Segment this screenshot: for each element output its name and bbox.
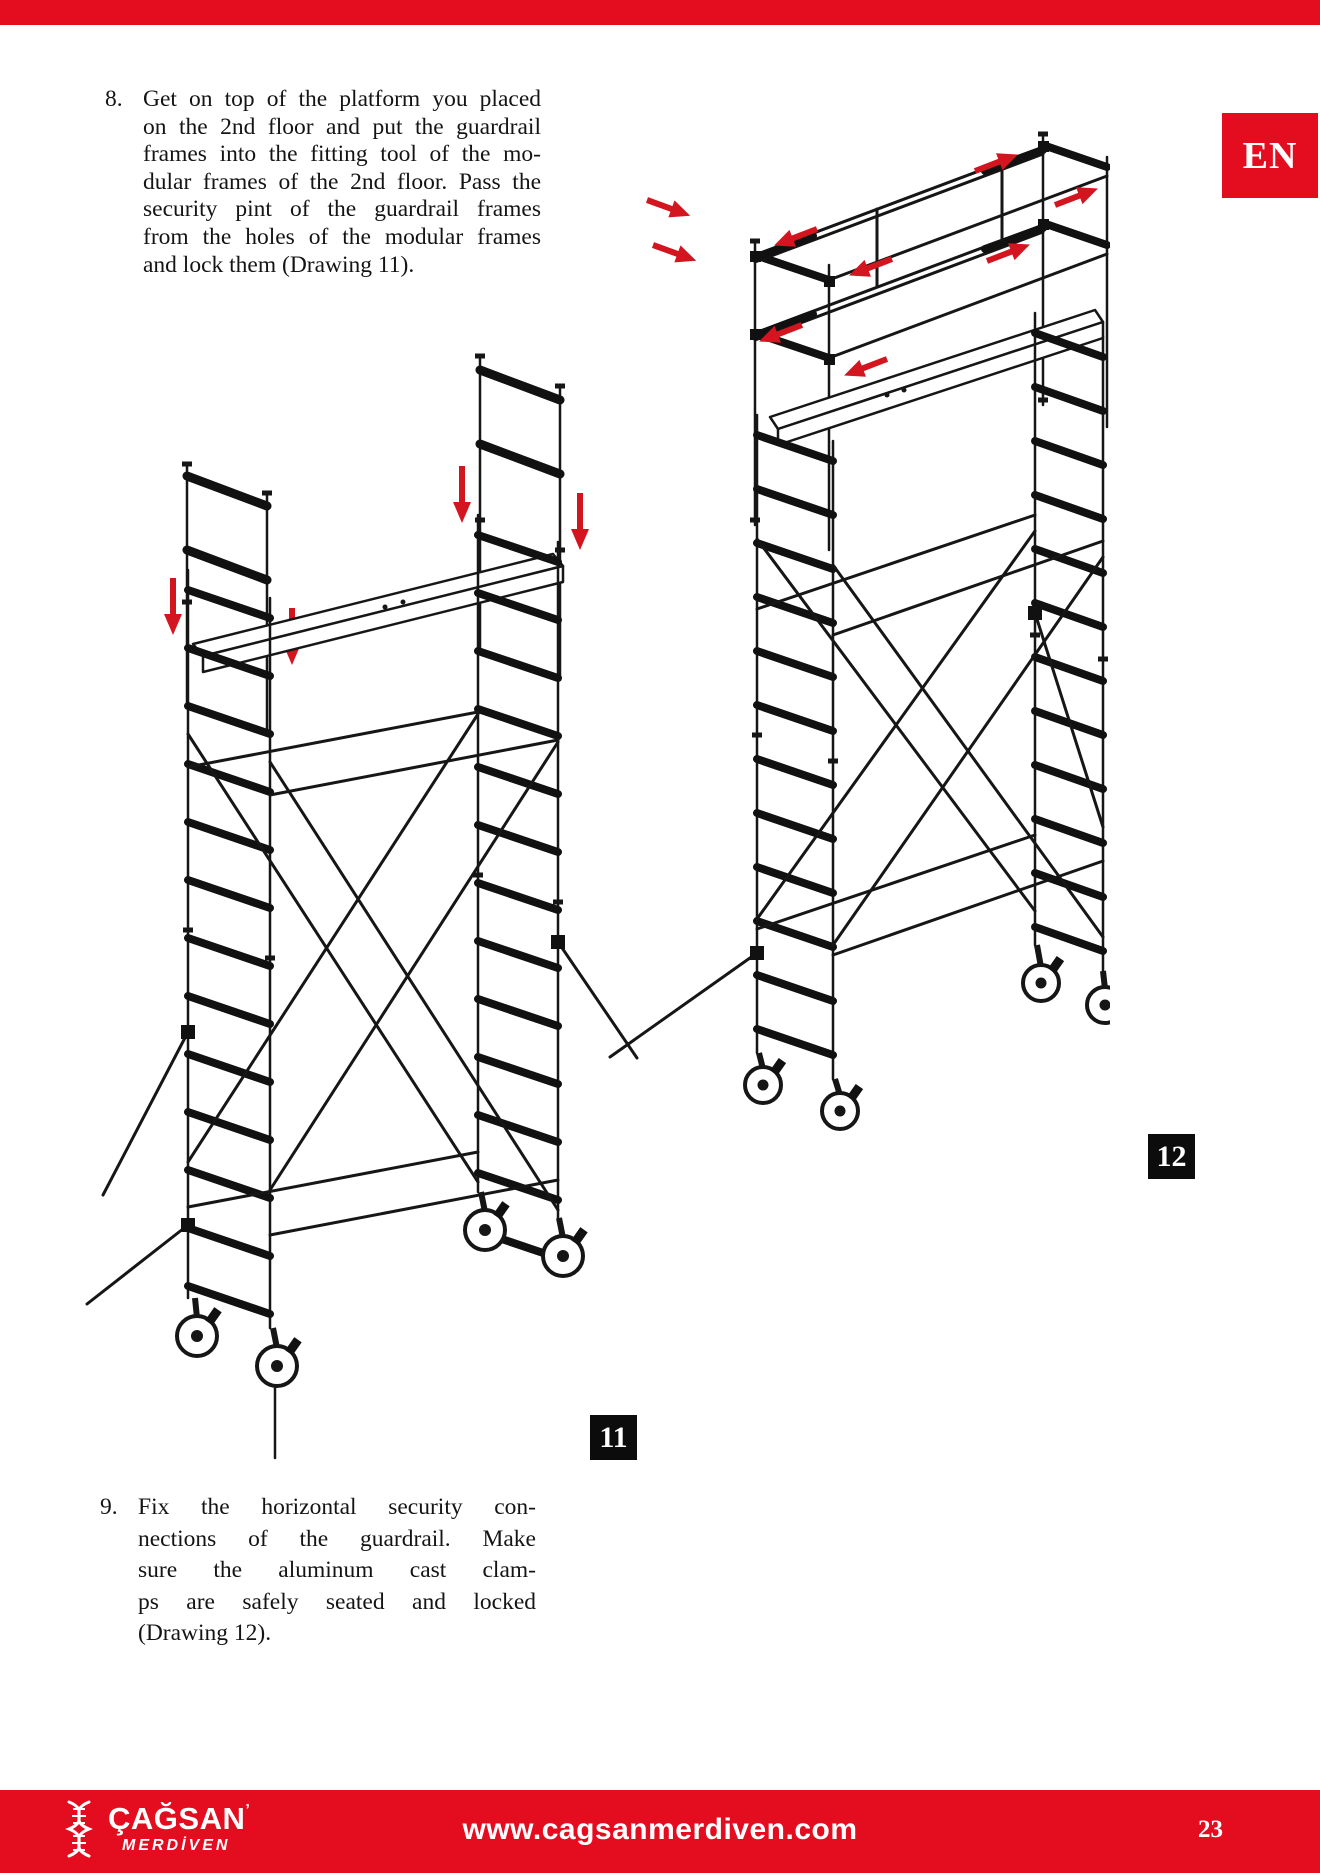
guardrail-frame-left xyxy=(182,463,272,735)
step-8-text xyxy=(143,86,541,279)
caster-wheel xyxy=(1087,971,1110,1023)
step-9-line: sure the aluminum cast clam- xyxy=(138,1557,536,1583)
step-8-line: frames into the fitting tool of the mo- xyxy=(143,141,541,168)
figure-11-label xyxy=(590,1415,637,1460)
step-8-line: and lock them (Drawing 11). xyxy=(143,251,415,278)
figure-11-label-text: 11 xyxy=(599,1420,628,1454)
figure-12-label-text: 12 xyxy=(1156,1139,1187,1173)
language-badge xyxy=(1222,113,1318,198)
instruction-step-9 xyxy=(100,1492,536,1650)
step-9-line: Fix the horizontal security con- xyxy=(138,1494,536,1520)
step-9-line: (Drawing 12). xyxy=(138,1620,272,1646)
brand-name-text: ÇAĞSAN xyxy=(108,1801,246,1836)
step-9-line: nections of the guardrail. Make xyxy=(138,1525,536,1552)
instruction-step-8 xyxy=(105,86,541,279)
ladder-rungs-left xyxy=(757,435,833,1055)
step-8-number: 8. xyxy=(105,86,123,112)
top-red-bar xyxy=(0,0,1320,25)
caster-wheel xyxy=(177,1298,222,1356)
caster-wheel xyxy=(745,1053,786,1103)
caster-wheels xyxy=(745,945,1110,1129)
horizontal-braces xyxy=(188,712,558,1235)
platform-plank xyxy=(770,310,1103,445)
caster-wheels xyxy=(177,1192,588,1386)
step-8-line: security pint of the guardrail frames xyxy=(143,196,541,223)
diagonal-braces xyxy=(188,714,558,1210)
caster-wheel xyxy=(465,1192,510,1250)
guardrail-frame-right xyxy=(475,355,565,680)
figure-12-label xyxy=(1148,1134,1195,1179)
step-8-line: on the 2nd floor and put the guardrail xyxy=(143,113,541,140)
brand-subtitle: MERDİVEN xyxy=(122,1837,231,1854)
step-9-line: ps are safely seated and locked xyxy=(138,1588,536,1615)
language-badge-label: EN xyxy=(1242,134,1298,177)
figure-12-drawing xyxy=(555,105,1110,1165)
step-8-line: dular frames of the 2nd floor. Pass the xyxy=(143,168,541,195)
step-9-number: 9. xyxy=(100,1494,118,1520)
step-8-line: from the holes of the modular frames xyxy=(143,223,541,250)
step-9-text xyxy=(138,1492,536,1650)
caster-wheel xyxy=(1023,945,1064,1001)
caster-wheel xyxy=(822,1079,863,1129)
horizontal-braces xyxy=(757,515,1103,955)
caster-wheel xyxy=(543,1218,588,1276)
scaffold-tower xyxy=(610,313,1108,1079)
caster-wheel xyxy=(257,1328,302,1386)
page-number: 23 xyxy=(1198,1816,1223,1843)
website-url: www.cagsanmerdiven.com xyxy=(462,1813,858,1846)
step-8-line: Get on top of the platform you placed xyxy=(143,86,541,112)
brand-mark: ’ xyxy=(245,1802,251,1819)
